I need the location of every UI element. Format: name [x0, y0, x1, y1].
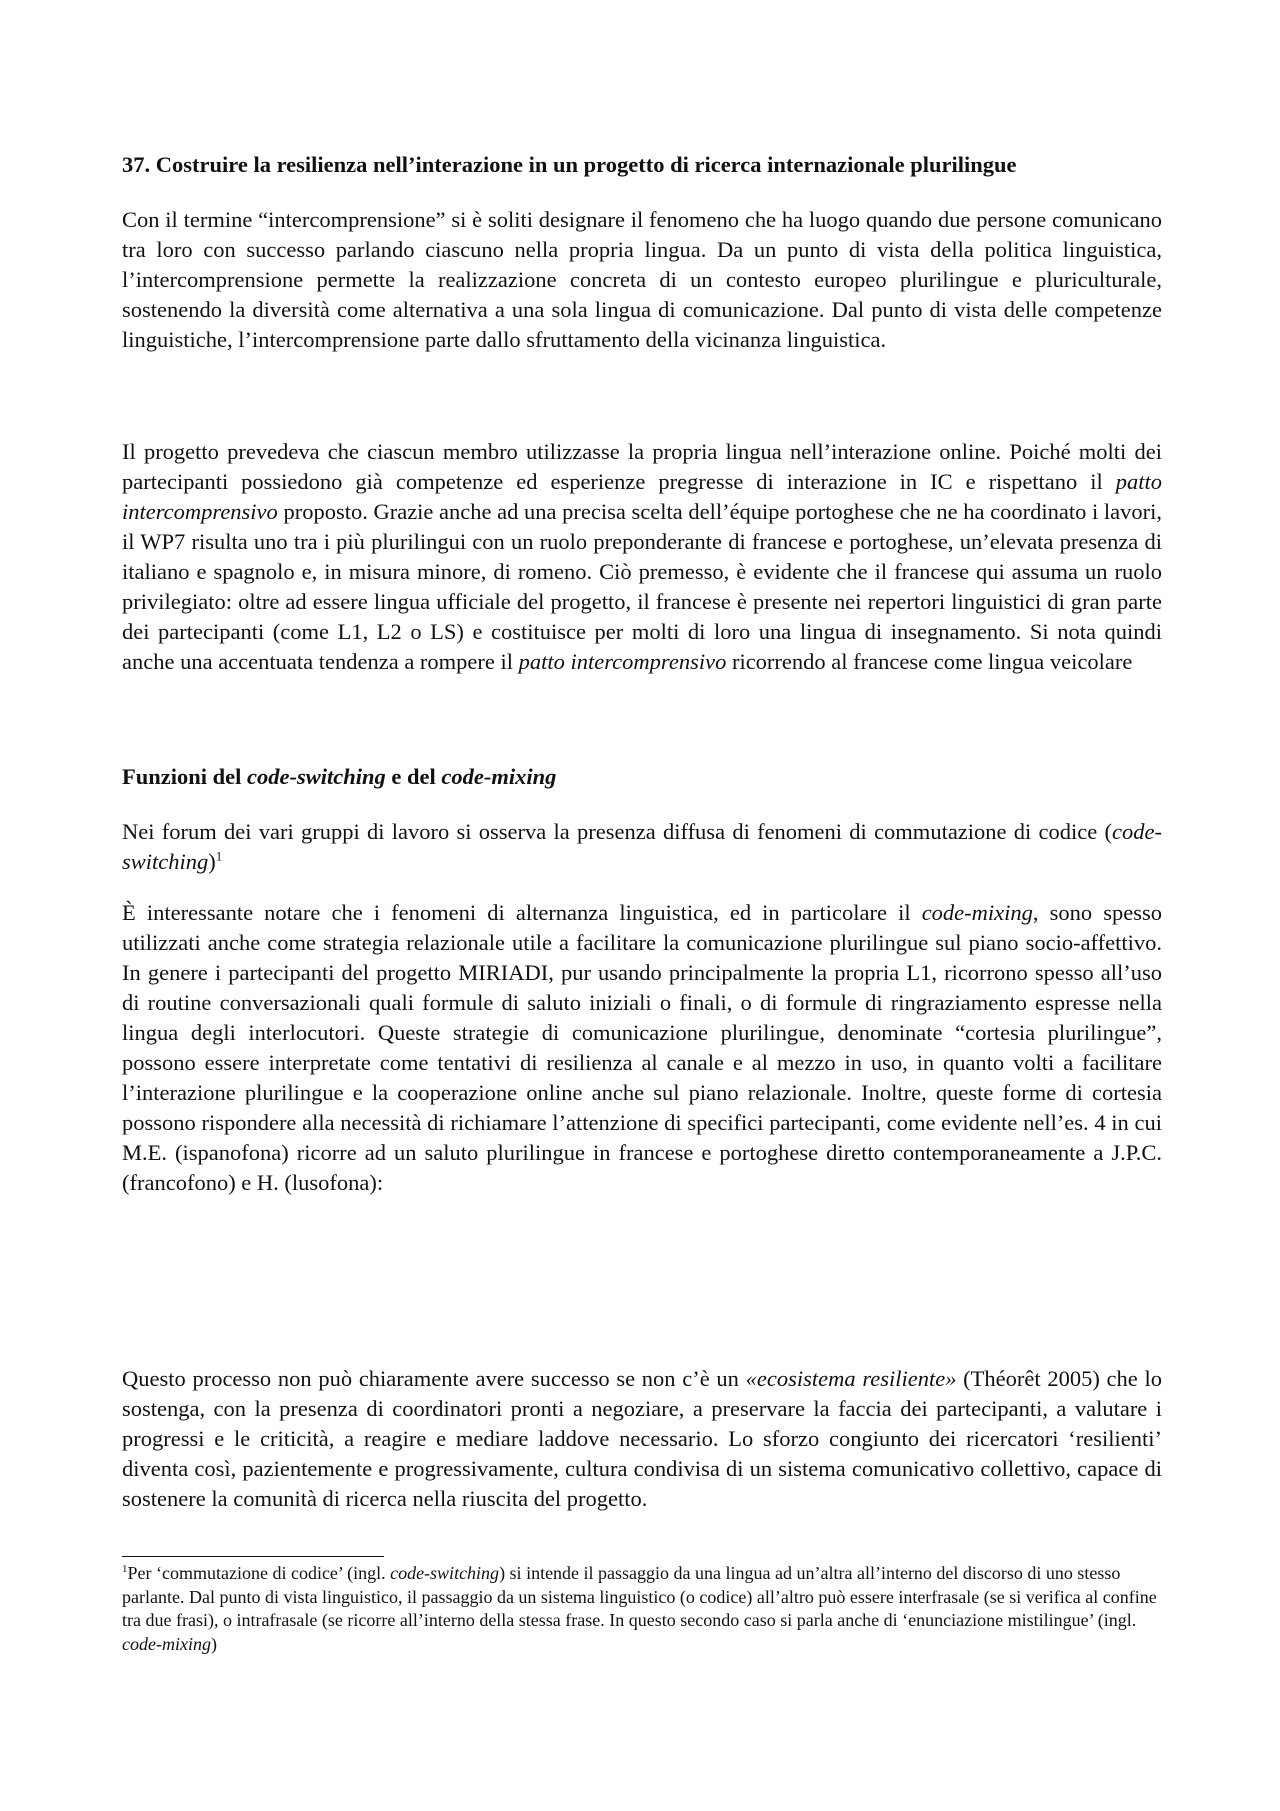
italic-term: «ecosistema resiliente»	[745, 1366, 957, 1391]
footnote-divider	[122, 1556, 384, 1557]
italic-term: code-switching	[247, 764, 386, 789]
text-span: Funzioni del	[122, 764, 248, 789]
text-span: (Théorêt 2005) che lo sostenga, con la presenza di coordinatori pronti a negoziare, a preservare la faccia dei partecipanti, a valutare i progressi e le criticità, a reagire e mediare laddove necessario. Lo sforzo congiunto dei ricercatori ‘resilienti’ diventa così, pazientemente e progressivamente, cultura condivisa di un sistema comunicativo collettivo, capace di sostenere la comunità di ricerca nella riuscita del progetto.	[122, 1366, 1162, 1511]
italic-term: code-switching	[390, 1563, 500, 1583]
italic-term: patto intercomprensivo	[122, 469, 1162, 524]
footnote-marker: 1	[122, 1563, 128, 1575]
paragraph-ecosistema	[122, 1364, 1162, 1514]
section-heading	[122, 762, 1162, 792]
text-span: e del	[385, 764, 442, 789]
text-span: , sono spesso utilizzati anche come strategia relazionale utile a facilitare la comunicazione plurilingue sul piano socio-affettivo. In genere i partecipanti del progetto MIRIADI, pur usando principalmente la propria L1, ricorrono spesso all’uso di routine conversazionali quali formule di saluto iniziali o finali, o di formule di ringraziamento espresse nella lingua degli interlocutori. Queste strategie di comunicazione plurilingue, denominate “cortesia plurilingue”, possono essere interpretate come tentativi di resilienza al canale e al mezzo in uso, in quanto volti a facilitare l’interazione plurilingue e la cooperazione online anche sul piano relazionale. Inoltre, queste forme di cortesia possono rispondere alla necessità di richiamare l’attenzione di specifici partecipanti, come evidente nell’es. 4 in cui M.E. (ispanofona) ricorre ad un saluto plurilingue in francese e portoghese diretto contemporaneamente a J.P.C. (francofono) e H. (lusofona):	[122, 900, 1163, 1195]
italic-term: code-mixing	[122, 1633, 211, 1654]
footnote	[122, 1562, 1162, 1656]
text-span: )	[210, 1633, 217, 1654]
text-span: Questo processo non può chiaramente avere successo se non c’è un	[122, 1366, 746, 1391]
text-span: È interessante notare che i fenomeni di alternanza linguistica, ed in particolare il	[122, 900, 922, 925]
text-span: Nei forum dei vari gruppi di lavoro si osserva la presenza diffusa di fenomeni di commutazione di codice (	[122, 819, 1113, 844]
italic-term: patto intercomprensivo	[518, 649, 727, 674]
text-span: Il progetto prevedeva che ciascun membro utilizzasse la propria lingua nell’interazione online. Poiché molti dei partecipanti possiedono già competenze ed esperienze pregresse di interazione in IC e rispettano il	[122, 439, 1162, 494]
paragraph-cortesia	[122, 898, 1162, 1198]
footnote-reference[interactable]: 1	[215, 848, 223, 864]
paragraph-intercomprensione: Con il termine “intercomprensione” si è soliti designare il fenomeno che ha luogo quando due persone comunicano tra loro con successo parlando ciascuno nella propria lingua. Da un punto di vista della politica linguistica, l’intercomprensione permette la realizzazione concreta di un contesto europeo plurilingue e pluriculturale, sostenendo la diversità come alternativa a una sola lingua di comunicazione. Dal punto di vista delle competenze linguistiche, l’intercomprensione parte dallo sfruttamento della vicinanza linguistica.	[122, 207, 1162, 352]
paragraph-forum	[122, 817, 1162, 877]
page-title: 37. Costruire la resilienza nell’interazione in un progetto di ricerca internazionale plurilingue	[122, 152, 1017, 177]
italic-term: code-mixing	[921, 900, 1033, 925]
text-span: ) si intende il passaggio da una lingua ad un’altra all’interno del discorso di uno stesso parlante. Dal punto di vista linguistico, il passaggio da un sistema linguistico (o codice) all’altro può essere interfrasale (se si verifica al confine tra due frasi), o intrafrasale (se ricorre all’interno della stessa frase. In questo secondo caso si parla anche di ‘enunciazione mistilingue’ (ingl.	[122, 1563, 1157, 1630]
italic-term: code-switching	[122, 819, 1162, 874]
text-span: )	[208, 849, 216, 874]
text-span: Per ‘commutazione di codice’ (ingl.	[127, 1563, 391, 1583]
italic-term: code-mixing	[441, 764, 557, 789]
text-span: proposto. Grazie anche ad una precisa scelta dell’équipe portoghese che ne ha coordinato i lavori, il WP7 risulta uno tra i più plurilingui con un ruolo preponderante di francese e portoghese, un’elevata presenza di italiano e spagnolo e, in misura minore, di romeno. Ciò premesso, è evidente che il francese qui assuma un ruolo privilegiato: oltre ad essere lingua ufficiale del progetto, il francese è presente nei repertori linguistici di gran parte dei partecipanti (come L1, L2 o LS) e costituisce per molti di loro una lingua di insegnamento. Si nota quindi anche una accentuata tendenza a rompere il	[122, 499, 1162, 674]
paragraph-progetto	[122, 437, 1162, 677]
text-span: ricorrendo al francese come lingua veicolare	[726, 649, 1133, 674]
